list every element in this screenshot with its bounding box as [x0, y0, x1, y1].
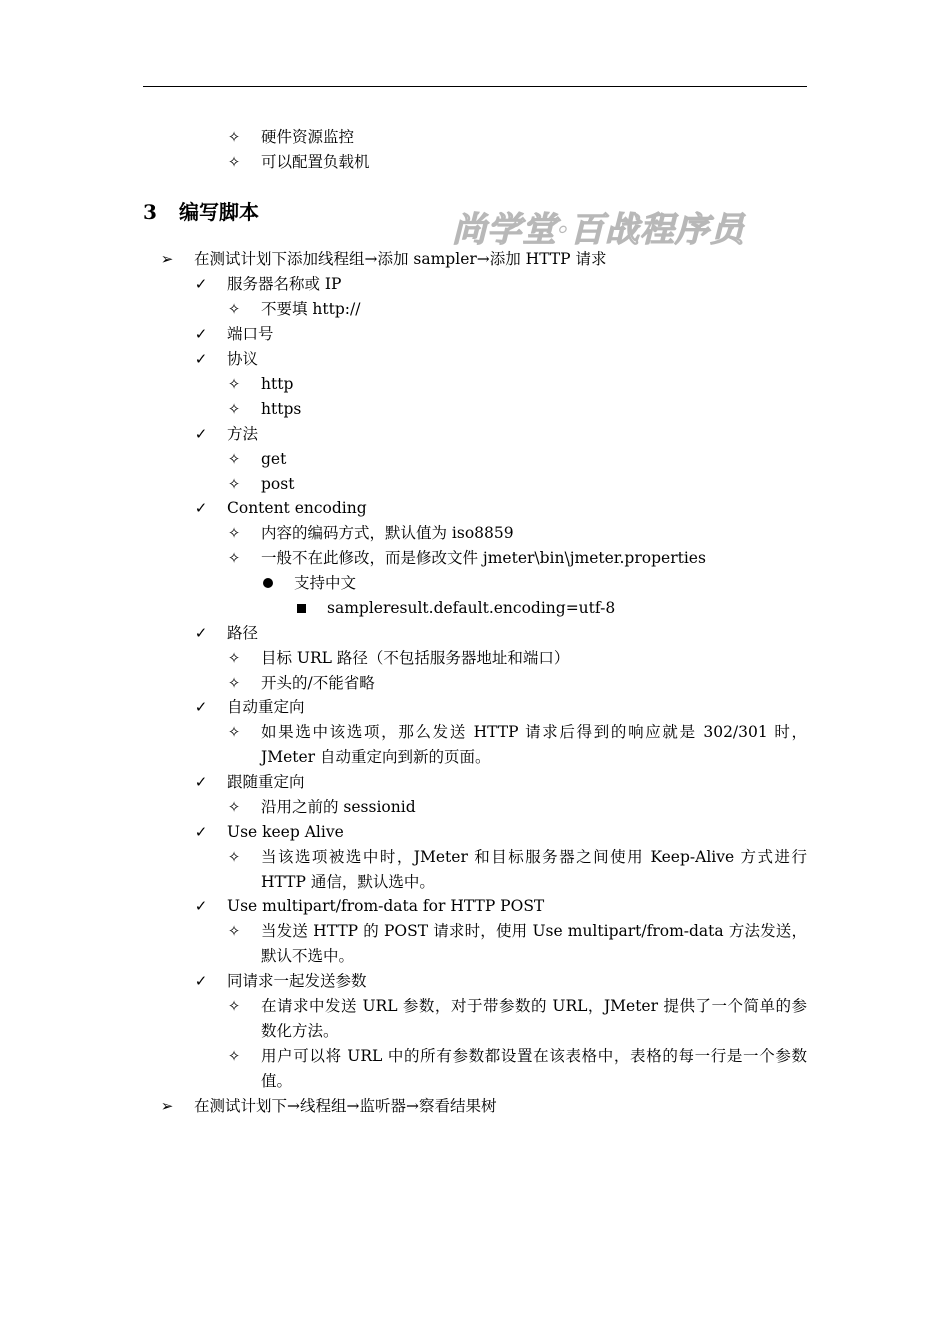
check-bullet-icon: ✓ [194, 897, 208, 915]
diamond-bullet-icon: ✧ [227, 375, 241, 393]
list-item: 当该选项被选中时，JMeter 和目标服务器之间使用 Keep-Alive 方式进行 HTTP 通信，默认选中。 [261, 848, 807, 891]
list-item: 硬件资源监控 [261, 128, 355, 146]
check-bullet-icon: ✓ [194, 698, 208, 716]
check-bullet-icon: ✓ [194, 624, 208, 642]
diamond-bullet-icon: ✧ [227, 450, 241, 468]
list-item: 端口号 [227, 325, 274, 343]
list-item: 用户可以将 URL 中的所有参数都设置在该表格中，表格的每一行是一个参数值。 [261, 1047, 807, 1090]
round-bullet-icon [259, 573, 277, 593]
list-item: https [261, 400, 302, 418]
check-bullet-icon: ✓ [194, 350, 208, 368]
list-item: get [261, 450, 287, 468]
list-item: 不要填 http:// [261, 300, 361, 318]
diamond-bullet-icon: ✧ [227, 848, 241, 866]
check-bullet-icon: ✓ [194, 823, 208, 841]
list-item: Use multipart/from-data for HTTP POST [227, 897, 545, 915]
diamond-bullet-icon: ✧ [227, 723, 241, 741]
arrow-bullet-icon: ➢ [160, 250, 174, 268]
list-item: 开头的/不能省略 [261, 674, 375, 692]
diamond-bullet-icon: ✧ [227, 674, 241, 692]
list-item: 当发送 HTTP 的 POST 请求时，使用 Use multipart/from-data 方法发送，默认不选中。 [261, 922, 807, 965]
watermark-logo: 尚学堂·百战程序员 [452, 210, 745, 250]
list-item: 同请求一起发送参数 [227, 972, 367, 990]
list-item: Content encoding [227, 499, 367, 517]
diamond-bullet-icon: ✧ [227, 300, 241, 318]
list-item: 在测试计划下→线程组→监听器→察看结果树 [194, 1097, 497, 1115]
diamond-bullet-icon: ✧ [227, 475, 241, 493]
diamond-bullet-icon: ✧ [227, 400, 241, 418]
check-bullet-icon: ✓ [194, 972, 208, 990]
list-item: 跟随重定向 [227, 773, 305, 791]
header-rule [143, 86, 807, 87]
list-item: Use keep Alive [227, 823, 344, 841]
list-item: 内容的编码方式，默认值为 iso8859 [261, 524, 514, 542]
list-item: 在请求中发送 URL 参数，对于带参数的 URL，JMeter 提供了一个简单的参数化方法。 [261, 997, 807, 1040]
check-bullet-icon: ✓ [194, 275, 208, 293]
list-item: 如果选中该选项，那么发送 HTTP 请求后得到的响应就是 302/301 时，JMeter 自动重定向到新的页面。 [261, 723, 807, 766]
check-bullet-icon: ✓ [194, 499, 208, 517]
diamond-bullet-icon: ✧ [227, 524, 241, 542]
list-item: http [261, 375, 294, 393]
arrow-bullet-icon: ➢ [160, 1097, 174, 1115]
list-item: sampleresult.default.encoding=utf-8 [327, 599, 616, 617]
list-item: 可以配置负载机 [261, 153, 370, 171]
list-item: 方法 [227, 425, 259, 443]
check-bullet-icon: ✓ [194, 325, 208, 343]
list-item: 一般不在此修改，而是修改文件 jmeter\bin\jmeter.properties [261, 549, 706, 567]
list-item: 在测试计划下添加线程组→添加 sampler→添加 HTTP 请求 [194, 250, 607, 268]
diamond-bullet-icon: ✧ [227, 128, 241, 146]
list-item: 目标 URL 路径（不包括服务器地址和端口） [261, 649, 570, 667]
diamond-bullet-icon: ✧ [227, 649, 241, 667]
list-item: 支持中文 [294, 574, 357, 592]
diamond-bullet-icon: ✧ [227, 549, 241, 567]
diamond-bullet-icon: ✧ [227, 997, 241, 1015]
check-bullet-icon: ✓ [194, 425, 208, 443]
diamond-bullet-icon: ✧ [227, 1047, 241, 1065]
list-item: 自动重定向 [227, 698, 305, 716]
list-item: 路径 [227, 624, 259, 642]
list-item: 协议 [227, 350, 259, 368]
check-bullet-icon: ✓ [194, 773, 208, 791]
section-title: 编写脚本 [179, 200, 259, 224]
list-item: 服务器名称或 IP [227, 275, 342, 293]
diamond-bullet-icon: ✧ [227, 798, 241, 816]
list-item: post [261, 475, 295, 493]
section-number: 3 [143, 200, 157, 224]
square-bullet-icon [292, 598, 310, 618]
diamond-bullet-icon: ✧ [227, 153, 241, 171]
diamond-bullet-icon: ✧ [227, 922, 241, 940]
section-heading [143, 199, 259, 225]
list-item: 沿用之前的 sessionid [261, 798, 416, 816]
